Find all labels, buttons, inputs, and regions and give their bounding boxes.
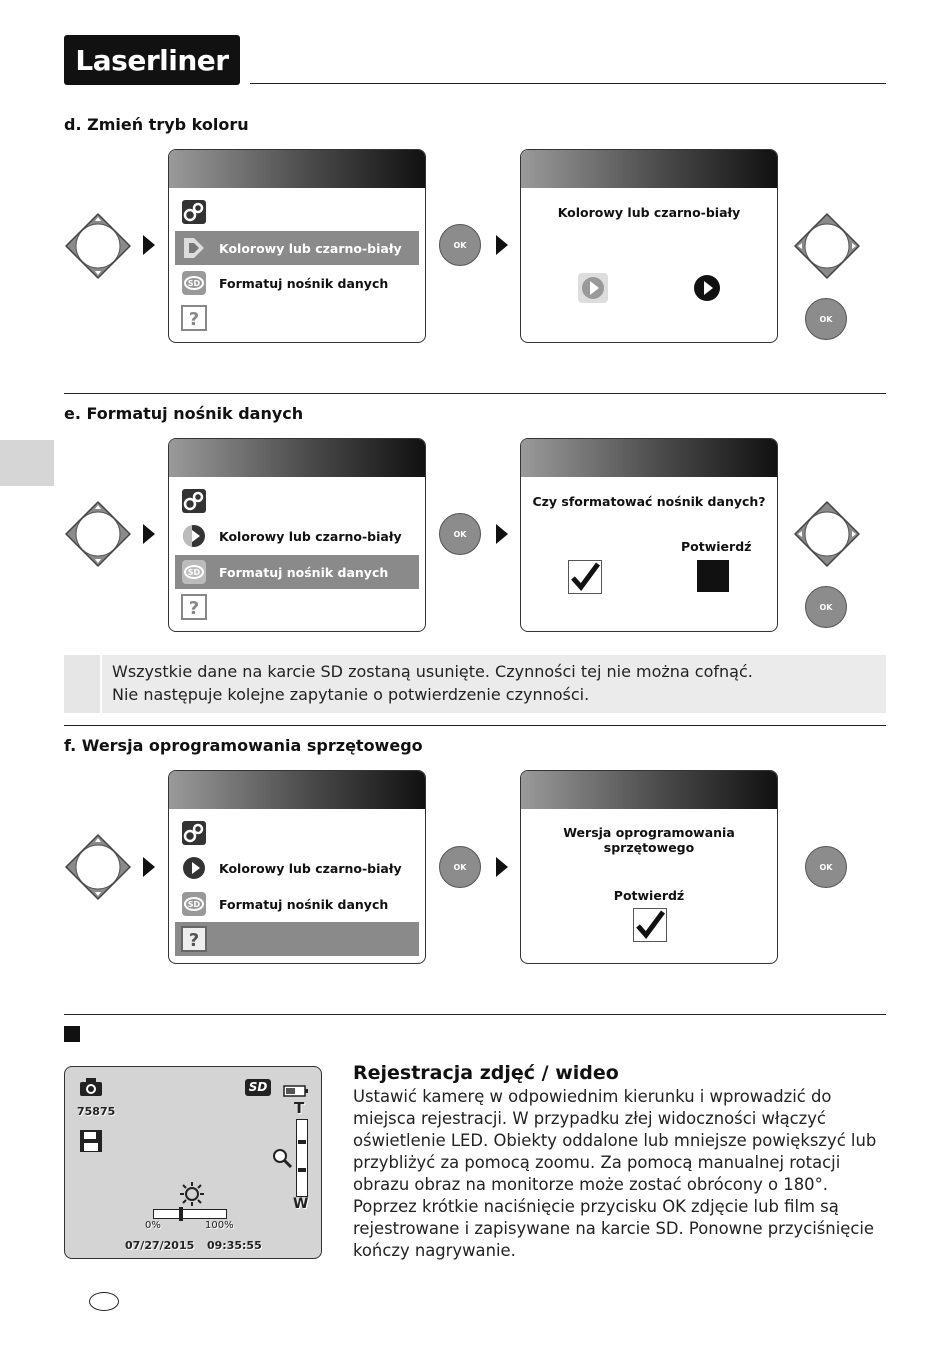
- ok-button[interactable]: [439, 224, 481, 266]
- recording-title: Rejestracja zdjęć / wideo: [353, 1062, 619, 1084]
- color-mode-icon: [181, 523, 207, 549]
- brightness-min-label: 0%: [145, 1220, 161, 1231]
- zoom-slider-tick: [298, 1168, 306, 1172]
- menu-item-label: Kolorowy lub czarno-biały: [219, 240, 402, 256]
- menu-item-label: Kolorowy lub czarno-biały: [219, 860, 402, 876]
- brightness-slider-knob: [179, 1207, 183, 1221]
- save-icon: [79, 1129, 103, 1157]
- arrow-right-icon: [143, 235, 155, 255]
- brand-logo: [64, 35, 240, 85]
- recording-body: Ustawić kamerę w odpowiednim kierunku i wprowadzić do miejsca rejestracji. W przypadku złej widoczności włączyć oświetlenie LED. Obiekty oddalone lub mniejsze powiększyć lub przybliżyć za pomocą zoomu. Za pomocą manualnej rotacji obrazu obraz na monitorze może zostać obrócony o 180°. Poprzez krótkie naciśnięcie przycisku OK zdjęcie lub film są rejestrowane i zapisywane na karcie SD. Ponowne przyciśnięcie kończy nagrywanie.: [353, 1087, 877, 1260]
- menu-item-format[interactable]: [175, 887, 419, 921]
- arrow-right-icon: [496, 235, 508, 255]
- menu-item-format[interactable]: [175, 555, 419, 589]
- format-confirm-screen: [520, 438, 778, 632]
- menu-item-label: Formatuj nośnik danych: [219, 275, 389, 291]
- section-d-title: d. Zmień tryb koloru: [64, 115, 249, 134]
- menu-item-firmware[interactable]: [175, 922, 419, 956]
- screen-header: [521, 439, 777, 477]
- menu-item-format[interactable]: [175, 266, 419, 300]
- section-divider: [64, 1014, 886, 1015]
- menu-item-firmware[interactable]: [175, 301, 419, 335]
- zoom-tele-label: T: [294, 1099, 305, 1117]
- ok-button[interactable]: [805, 298, 847, 340]
- ok-button[interactable]: [805, 586, 847, 628]
- warning-note: [64, 655, 886, 713]
- date-label: 07/27/2015: [125, 1239, 195, 1252]
- section-f-title: f. Wersja oprogramowania sprzętowego: [64, 736, 423, 755]
- confirm-label: Potwierdź: [681, 539, 752, 554]
- zoom-slider: [296, 1119, 308, 1197]
- menu-item-color-mode[interactable]: [175, 231, 419, 265]
- language-oval: [89, 1292, 119, 1311]
- color-mode-icon: [181, 235, 207, 261]
- svg-text:?: ?: [188, 930, 200, 951]
- dpad-up-down-icon[interactable]: [64, 500, 132, 568]
- ok-label: OK: [819, 862, 833, 872]
- zoom-wide-label: W: [293, 1196, 309, 1212]
- dpad-left-right-icon[interactable]: [793, 500, 861, 568]
- cancel-box-icon[interactable]: [697, 560, 729, 592]
- ok-label: OK: [453, 529, 467, 539]
- ok-label: OK: [453, 862, 467, 872]
- screen-title: Kolorowy lub czarno-biały: [557, 205, 741, 220]
- checkmark-icon[interactable]: [568, 560, 602, 598]
- setting-screen-d: [520, 149, 778, 343]
- arrow-right-icon: [143, 857, 155, 877]
- section-divider: [64, 725, 886, 726]
- screen-header: [169, 771, 425, 809]
- question-icon: [181, 305, 207, 331]
- question-icon: [181, 594, 207, 620]
- screen-header: [521, 150, 777, 188]
- menu-item-firmware[interactable]: [175, 590, 419, 624]
- svg-text:SD: SD: [187, 279, 201, 288]
- checkmark-icon[interactable]: [633, 908, 667, 946]
- header-rule: [250, 83, 886, 84]
- brightness-slider: [153, 1209, 227, 1219]
- format-question: Czy sformatować nośnik danych?: [532, 494, 766, 509]
- screen-header: [521, 771, 777, 809]
- gears-icon: [181, 820, 207, 846]
- note-line-2: Nie następuje kolejne zapytanie o potwierdzenie czynności.: [112, 685, 590, 704]
- gears-icon: [181, 488, 207, 514]
- screen-header: [169, 439, 425, 477]
- arrow-right-icon: [143, 524, 155, 544]
- menu-item-settings[interactable]: [175, 816, 419, 850]
- arrow-right-icon: [496, 524, 508, 544]
- confirm-label: Potwierdź: [613, 888, 685, 903]
- format-card-icon: [181, 559, 207, 585]
- firmware-screen: [520, 770, 778, 964]
- color-mode-icon: [181, 855, 207, 881]
- time-label: 09:35:55: [207, 1239, 262, 1252]
- dpad-up-down-icon[interactable]: [64, 212, 132, 280]
- magnifier-icon: [271, 1147, 293, 1173]
- bw-option-icon[interactable]: [691, 272, 723, 308]
- ok-button[interactable]: [439, 513, 481, 555]
- ok-label: OK: [819, 314, 833, 324]
- menu-item-color-mode[interactable]: [175, 519, 419, 553]
- camera-icon: [79, 1077, 103, 1101]
- ok-label: OK: [819, 602, 833, 612]
- brightness-max-label: 100%: [205, 1220, 234, 1231]
- gears-icon: [181, 199, 207, 225]
- question-icon: [181, 926, 207, 952]
- camera-live-view: [64, 1066, 322, 1259]
- sd-card-badge: SD: [245, 1079, 271, 1096]
- svg-text:SD: SD: [187, 568, 201, 577]
- svg-text:SD: SD: [187, 900, 201, 909]
- section-divider: [64, 393, 886, 394]
- menu-item-color-mode[interactable]: [175, 851, 419, 885]
- format-card-icon: [181, 270, 207, 296]
- arrow-right-icon: [496, 857, 508, 877]
- format-card-icon: [181, 891, 207, 917]
- menu-screen-e: [168, 438, 426, 632]
- note-line-1: Wszystkie dane na karcie SD zostaną usunięte. Czynności tej nie można cofnąć.: [112, 662, 753, 681]
- zoom-slider-tick: [298, 1140, 306, 1144]
- dpad-left-right-icon[interactable]: [793, 212, 861, 280]
- menu-item-label: Kolorowy lub czarno-biały: [219, 528, 402, 544]
- menu-screen-d: [168, 149, 426, 343]
- menu-item-label: Formatuj nośnik danych: [219, 896, 389, 912]
- brand-logo-text: Laserliner: [75, 43, 229, 77]
- menu-screen-f: [168, 770, 426, 964]
- menu-item-settings[interactable]: [175, 195, 419, 229]
- side-tab-marker: [0, 440, 54, 486]
- ok-button[interactable]: [439, 846, 481, 888]
- ok-button[interactable]: [805, 846, 847, 888]
- section-bullet-square: [64, 1026, 80, 1042]
- photo-counter: 75875: [77, 1105, 116, 1118]
- ok-label: OK: [453, 240, 467, 250]
- menu-item-label: Formatuj nośnik danych: [219, 564, 389, 580]
- svg-text:?: ?: [188, 598, 200, 619]
- svg-text:?: ?: [188, 309, 200, 330]
- dpad-up-down-icon[interactable]: [64, 833, 132, 901]
- section-e-title: e. Formatuj nośnik danych: [64, 404, 304, 423]
- screen-header: [169, 150, 425, 188]
- menu-item-settings[interactable]: [175, 484, 419, 518]
- color-option-icon[interactable]: [577, 272, 609, 308]
- firmware-title: Wersja oprogramowania sprzętowego: [563, 825, 735, 855]
